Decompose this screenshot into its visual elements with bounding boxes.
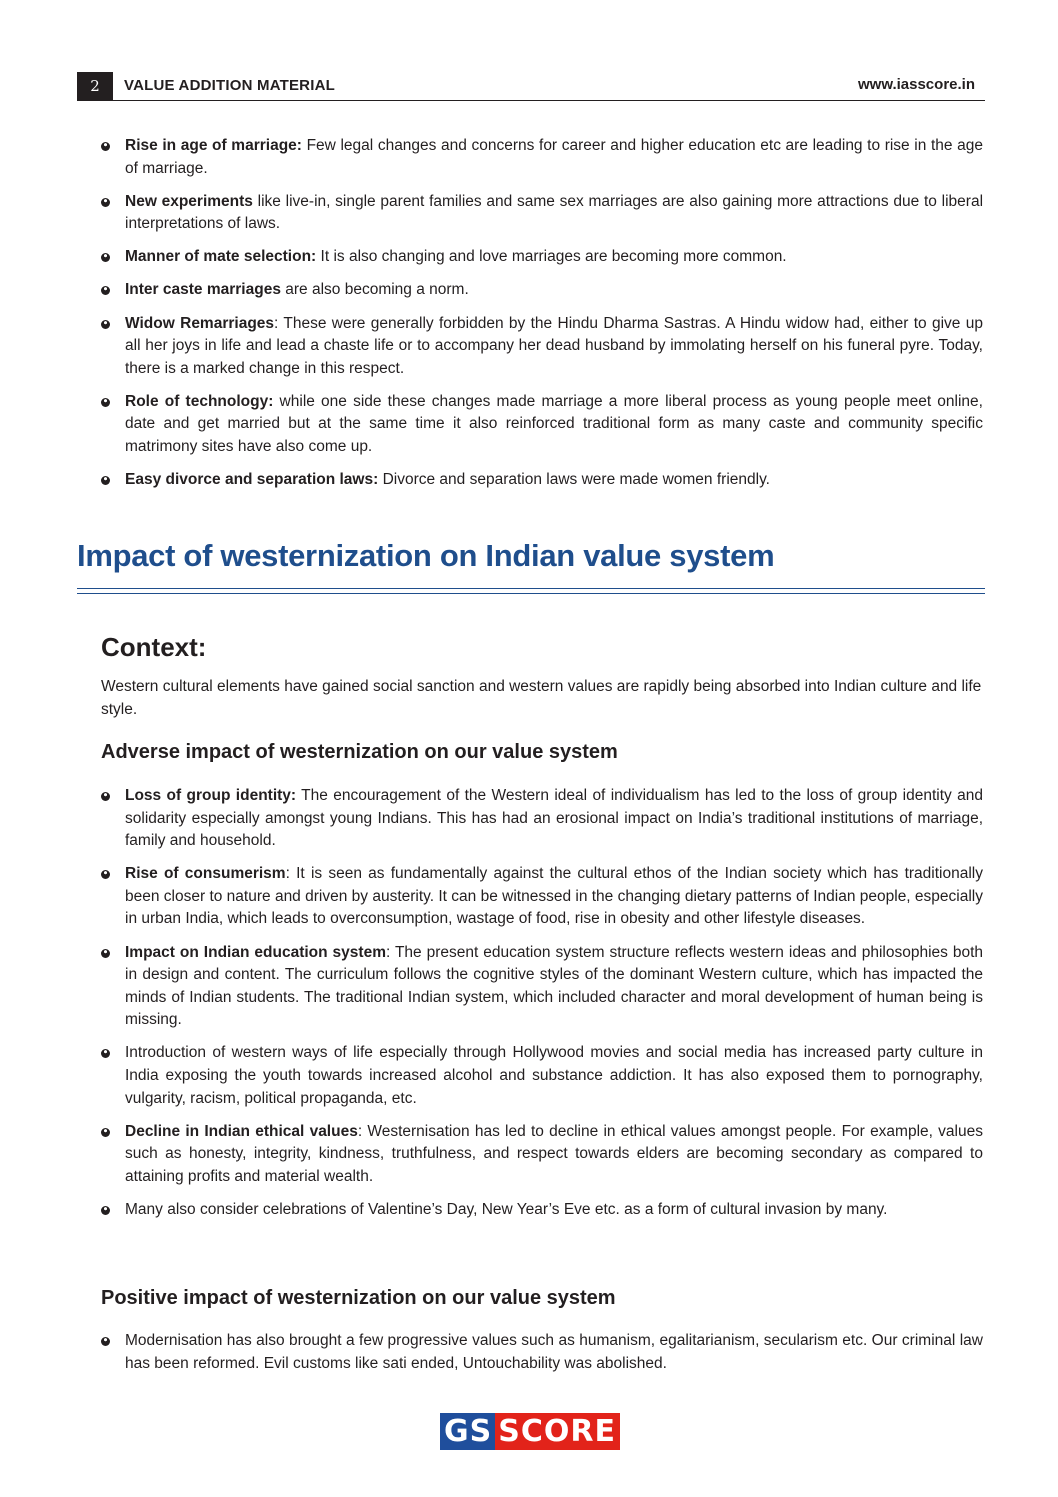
list-item: Rise in age of marriage: Few legal changes and concerns for career and higher education etc are leading to rise in the age of marriage. <box>101 135 983 180</box>
bullet-icon <box>101 320 110 329</box>
list-item: Introduction of western ways of life especially through Hollywood movies and social media has increased party culture in India exposing the youth towards increased alcohol and substance addiction. It has also exposed them to pornography, vulgarity, racism, political propaganda, etc. <box>101 1042 983 1110</box>
section-divider <box>77 588 985 594</box>
context-title: Context: <box>101 632 207 662</box>
bullet-icon <box>101 792 110 801</box>
list-item: Inter caste marriages are also becoming a norm. <box>101 279 983 302</box>
list-item: Manner of mate selection: It is also changing and love marriages are becoming more common. <box>101 246 983 269</box>
list-item: Modernisation has also brought a few progressive values such as humanism, egalitarianism, secularism etc. Our criminal law has been reformed. Evil customs like sati ended, Untouchability was abolished. <box>101 1330 983 1375</box>
bullet-icon <box>101 476 110 485</box>
section-title: Impact of westernization on Indian value system <box>77 538 775 573</box>
bullet-icon <box>101 253 110 262</box>
list-item: Impact on Indian education system: The present education system structure reflects western ideas and philosophies both in design and content. The curriculum follows the cognitive styles of the dominant Western culture, which has impacted the minds of Indian students. The traditional Indian system, which included character and moral development of human being is missing. <box>101 942 983 1032</box>
adverse-impact-list <box>101 785 983 1232</box>
list-item: Decline in Indian ethical values: Westernisation has led to decline in ethical values amongst people. For example, values such as honesty, integrity, kindness, truthfulness, and respect towards elders are becoming secondary as compared to attaining profits and material wealth. <box>101 1121 983 1189</box>
list-item: Many also consider celebrations of Valentine’s Day, New Year’s Eve etc. as a form of cultural invasion by many. <box>101 1199 983 1222</box>
bullet-icon <box>101 949 110 958</box>
list-item: Role of technology: while one side these changes made marriage a more liberal process as young people meet online, date and get married but at the same time it also reinforced traditional form as many caste and community specific matrimony sites have also come up. <box>101 391 983 459</box>
bullet-icon <box>101 1128 110 1137</box>
adverse-impact-heading: Adverse impact of westernization on our value system <box>101 741 618 763</box>
list-item: Rise of consumerism: It is seen as fundamentally against the cultural ethos of the Indian society which has traditionally been closer to nature and driven by austerity. It can be witnessed in the changing dietary patterns of Indian people, especially in urban India, which leads to overconsumption, wastage of food, rise in obesity and other lifestyle diseases. <box>101 863 983 931</box>
header-url: www.iasscore.in <box>858 76 975 93</box>
page-number: 2 <box>77 72 113 100</box>
bullet-icon <box>101 142 110 151</box>
list-item: New experiments like live-in, single parent families and same sex marriages are also gaining more attractions due to liberal interpretations of laws. <box>101 191 983 236</box>
list-item: Easy divorce and separation laws: Divorce and separation laws were made women friendly. <box>101 469 983 492</box>
positive-impact-list <box>101 1330 983 1375</box>
marriage-changes-list <box>101 135 983 502</box>
logo-gs-part: GS <box>440 1413 495 1450</box>
gsscore-logo <box>440 1413 620 1450</box>
header-title: VALUE ADDITION MATERIAL <box>124 77 335 94</box>
bullet-icon <box>101 1337 110 1346</box>
bullet-icon <box>101 398 110 407</box>
bullet-icon <box>101 870 110 879</box>
positive-impact-heading: Positive impact of westernization on our value system <box>101 1287 616 1309</box>
logo-score-part: SCORE <box>495 1413 620 1450</box>
bullet-icon <box>101 198 110 207</box>
list-item: Loss of group identity: The encouragement of the Western ideal of individualism has led to the loss of group identity and solidarity especially amongst young Indians. This has had an erosional impact on India’s traditional institutions of marriage, family and household. <box>101 785 983 853</box>
bullet-icon <box>101 1049 110 1058</box>
bullet-icon <box>101 1206 110 1215</box>
list-item: Widow Remarriages: These were generally forbidden by the Hindu Dharma Sastras. A Hindu widow had, either to give up all her joys in life and lead a chaste life or to accompany her dead husband by immolating herself on his funeral pyre. Today, there is a marked change in this respect. <box>101 313 983 381</box>
page-header <box>77 72 985 101</box>
bullet-icon <box>101 286 110 295</box>
context-paragraph: Western cultural elements have gained social sanction and western values are rapidly being absorbed into Indian culture and life style. <box>101 678 982 718</box>
